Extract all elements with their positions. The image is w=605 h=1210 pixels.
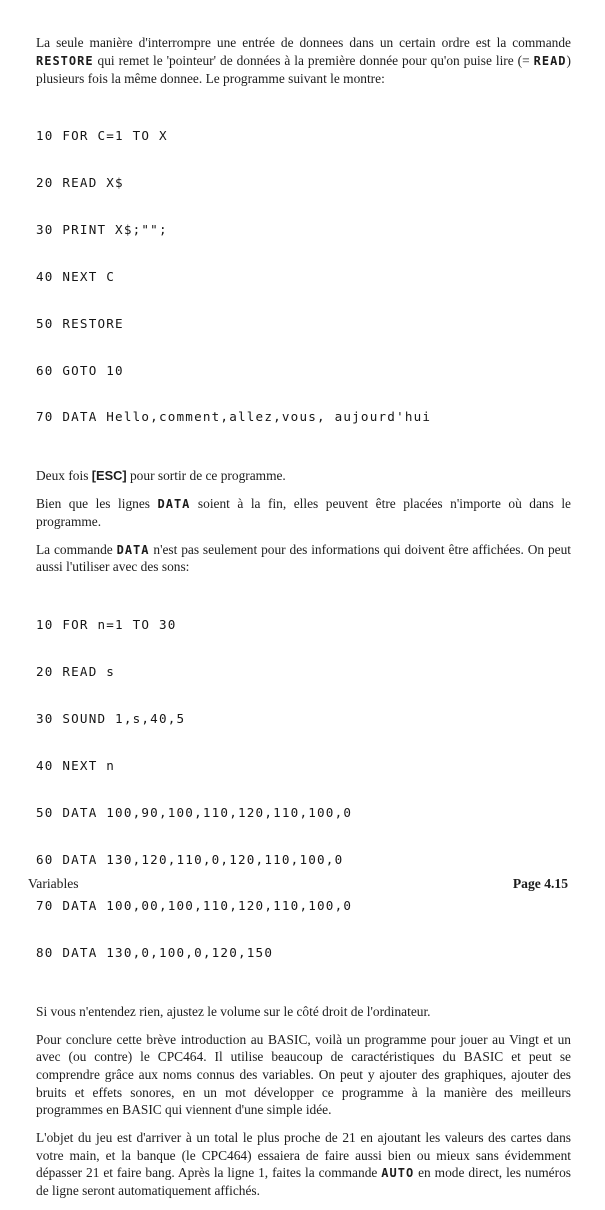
- code-line: 10 FOR n=1 TO 30: [36, 617, 177, 633]
- code-line: 60 GOTO 10: [36, 362, 124, 378]
- footer-section-title: Variables: [28, 876, 79, 891]
- game-rules-paragraph: [36, 1129, 571, 1200]
- read-keyword: READ: [533, 53, 567, 68]
- code-line: 20 READ X$: [36, 175, 124, 191]
- code-line: 40 NEXT n: [36, 757, 116, 773]
- data-sound-before: La commande: [36, 541, 117, 557]
- data-position-before: Bien que les lignes: [36, 496, 158, 512]
- code-line: 50 RESTORE: [36, 315, 124, 331]
- intro-text-3: ) plusieurs fois la même donnee. Le programme suivant le montre:: [36, 52, 571, 86]
- code-line: 40 NEXT C: [36, 268, 116, 284]
- program-listing-sound: [36, 586, 571, 992]
- code-line: 70 DATA Hello,comment,allez,vous, aujourd'hui: [36, 409, 432, 425]
- data-keyword: DATA: [157, 497, 191, 512]
- intro-text-1: La seule manière d'interrompre une entrée de donnees dans un certain ordre est la commande: [36, 35, 571, 50]
- data-position-after: soient à la fin, elles peuvent être placées n'importe où dans le programme.: [36, 496, 571, 529]
- code-line: 60 DATA 130,120,110,0,120,110,100,0: [36, 851, 344, 867]
- game-rules-after: en mode direct, les numéros de ligne seront automatiquement affichés.: [36, 1165, 571, 1199]
- code-line: 20 READ s: [36, 664, 116, 680]
- code-line: 50 DATA 100,90,100,110,120,110,100,0: [36, 804, 353, 820]
- esc-note-after: pour sortir de ce programme.: [126, 468, 286, 484]
- restore-keyword: RESTORE: [36, 53, 94, 68]
- intro-text-2: qui remet le 'pointeur' de données à la première donnée pour qu'on puise lire (=: [93, 52, 534, 68]
- auto-keyword: AUTO: [381, 1166, 415, 1181]
- data-keyword: DATA: [116, 542, 150, 557]
- game-rules-before: L'objet du jeu est d'arriver à un total le plus proche de 21 en ajoutant les valeurs des cartes dans votre main, et la banque (le CPC464) essaiera de faire aussi bien ou mieux sans évidemment dépasser 21 et faire bang. Après la ligne 1, faites la commande: [36, 1130, 571, 1181]
- page-number: Page 4.15: [512, 876, 568, 891]
- program-listing-restore: [36, 97, 571, 456]
- volume-note-paragraph: Si vous n'entendez rien, ajustez le volume sur le côté droit de l'ordinateur.: [36, 1003, 431, 1019]
- data-sound-after: n'est pas seulement pour des informations qui doivent être affichées. On peut aussi l'utiliser avec des sons:: [36, 541, 571, 575]
- code-line: 30 SOUND 1,s,40,5: [36, 711, 186, 727]
- code-line: 80 DATA 130,0,100,0,120,150: [36, 945, 274, 961]
- code-line: 10 FOR C=1 TO X: [36, 128, 168, 144]
- esc-key-label: [ESC]: [91, 468, 127, 484]
- code-line: 70 DATA 100,00,100,110,120,110,100,0: [36, 898, 353, 914]
- intro-paragraph: [36, 34, 571, 87]
- data-position-paragraph: [36, 495, 571, 531]
- document-page: [36, 34, 571, 1210]
- conclusion-paragraph: Pour conclure cette brève introduction au BASIC, voilà un programme pour jouer au Vingt et un avec (ou contre) le CPC464. Il utilise beaucoup de caractéristiques du BASIC et peut se comprendre grâce aux noms connus des variables. On peut y ajouter des graphiques, ajouter des bruits et effets sonores, en un mot développer ce programme à la manière des meilleurs programmes en BASIC qui viennent d'une simple idée.: [36, 1031, 571, 1118]
- code-line: 30 PRINT X$;"";: [36, 222, 168, 238]
- esc-note-paragraph: [36, 467, 571, 485]
- esc-note-before: Deux fois: [36, 468, 92, 484]
- data-sound-paragraph: [36, 541, 571, 577]
